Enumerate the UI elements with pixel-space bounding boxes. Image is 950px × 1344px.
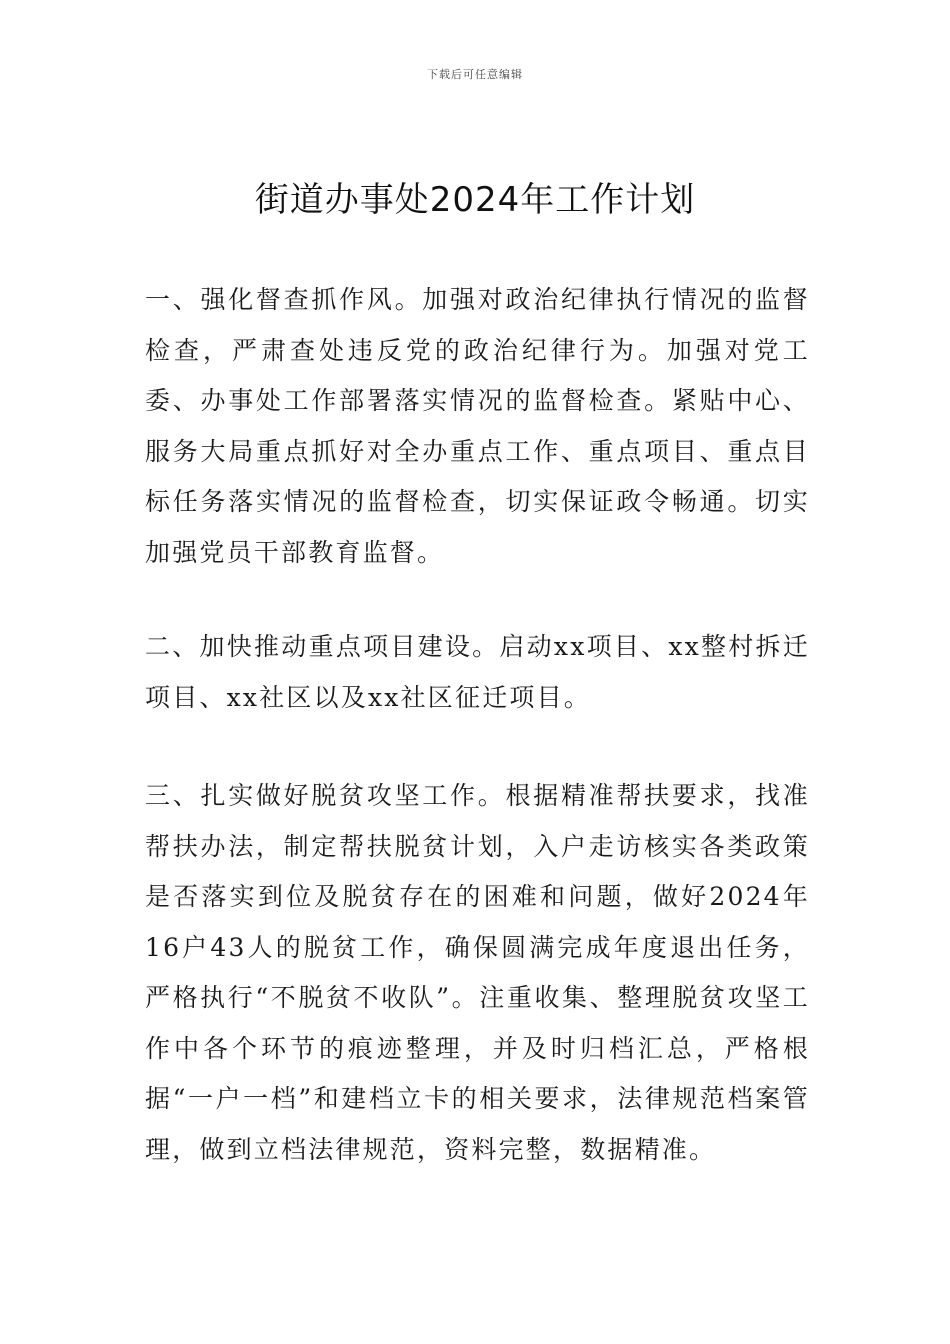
header-note: 下载后可任意编辑: [427, 68, 523, 81]
paragraph-2: 二、加快推动重点项目建设。启动xx项目、xx整村拆迁项目、xx社区以及xx社区征迁项目。: [145, 632, 810, 712]
paragraph-3: 三、扎实做好脱贫攻坚工作。根据精准帮扶要求，找准帮扶办法，制定帮扶脱贫计划，入户走访核实各类政策是否落实到位及脱贫存在的困难和问题，做好2024年16户43人的脱贫工作，确保圆满完成年度退出任务，严格执行“不脱贫不收队”。注重收集、整理脱贫攻坚工作中各个环节的痕迹整理，并及时归档汇总，严格根据“一户一档”和建档立卡的相关要求，法律规范档案管理，做到立档法律规范，资料完整，数据精准。: [145, 781, 810, 1164]
document-title: 街道办事处2024年工作计划: [254, 180, 696, 220]
paragraph-1: 一、强化督查抓作风。加强对政治纪律执行情况的监督检查，严肃查处违反党的政治纪律行为。加强对党工委、办事处工作部署落实情况的监督检查。紧贴中心、服务大局重点抓好对全办重点工作、重点项目、重点目标任务落实情况的监督检查，切实保证政令畅通。切实加强党员干部教育监督。: [145, 285, 810, 567]
